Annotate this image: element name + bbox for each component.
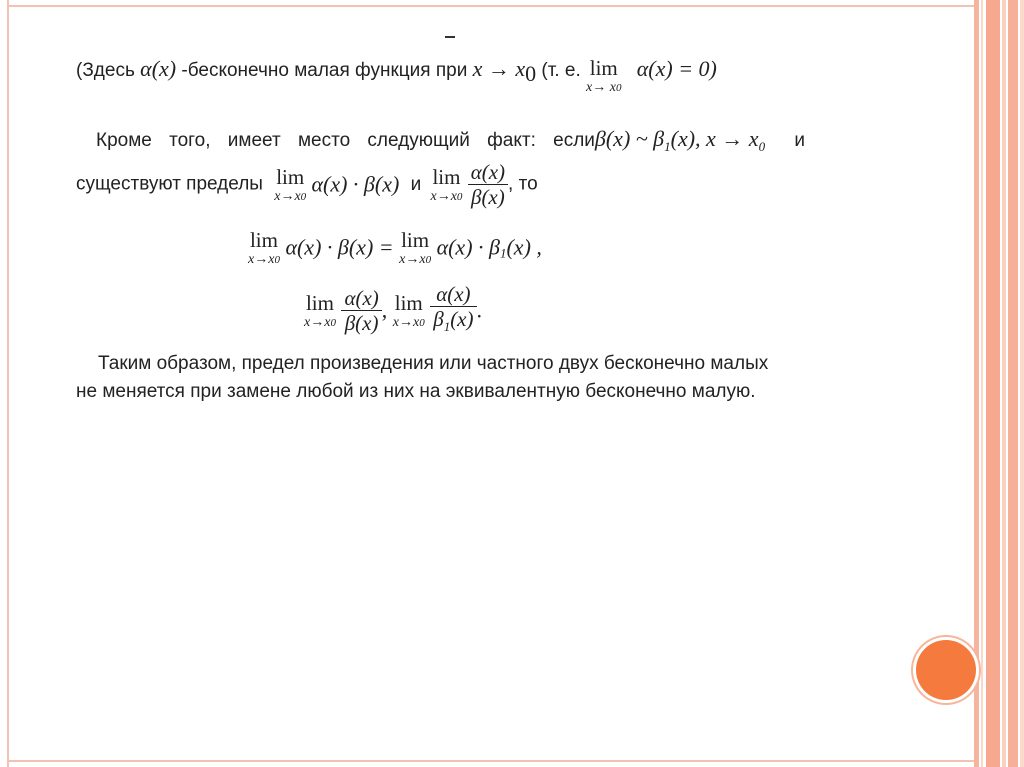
limit-operator: lim x→x0 bbox=[399, 228, 432, 267]
limit-operator: lim x→x0 bbox=[248, 228, 280, 267]
frame-bottom-border bbox=[7, 760, 979, 762]
line1-ie: (т. е. bbox=[536, 60, 587, 81]
x-sub: 0 bbox=[525, 61, 537, 86]
decorative-stripes bbox=[974, 0, 1024, 767]
paragraph3-then: , то bbox=[508, 173, 538, 195]
limit-operator: lim x→x0 bbox=[304, 291, 336, 330]
line1-prefix: (Здесь bbox=[76, 60, 141, 81]
stripe bbox=[981, 0, 983, 767]
product-expression: α(x) · β(x) bbox=[311, 171, 400, 197]
stripe bbox=[1008, 0, 1018, 767]
product-limit-equation: lim x→x0 α(x) · β(x) = lim x→x0 $\alpha(x) \cdot \beta_1(x)$ , bbox=[248, 228, 542, 267]
limit-operator: lim x→x0 bbox=[274, 165, 307, 204]
stripe bbox=[1002, 0, 1006, 767]
line1-middle: -бесконечно малая функция при bbox=[176, 60, 473, 81]
ratio-fraction: $\frac{\alpha(x)}{\beta(x)}$ bbox=[468, 160, 508, 209]
limit-operator: lim x→x0 bbox=[392, 291, 425, 330]
ratio-fraction: $\frac{\alpha(x)}{\beta(x)}$ bbox=[341, 286, 381, 335]
alpha-function: α(x) bbox=[140, 56, 177, 81]
definition-line bbox=[76, 56, 717, 95]
frame-left-border bbox=[7, 0, 9, 767]
paragraph-fact: Кроме того, имеет место следующий факт: еслиβ(x) ~ $\beta_1(x)$, $x \to x_0$ и bbox=[96, 126, 805, 154]
x-tends: x → x bbox=[472, 56, 526, 81]
paragraph2-and: и bbox=[794, 130, 805, 151]
conclusion-line-1: Таким образом, предел произведения или частного двух бесконечно малых bbox=[98, 353, 769, 374]
ratio-limit-equation: lim x→x0 $\frac{\alpha(x)}{\beta(x)}$ , lim x→x0 $\frac{\alpha(x)}{\beta_1(x)}$ . bbox=[304, 282, 482, 339]
limit-operator: lim x→x0 bbox=[430, 165, 463, 204]
equivalent-ratio-fraction: $\frac{\alpha(x)}{\beta_1(x)}$ bbox=[430, 282, 476, 339]
paragraph2-text: Кроме того, имеет место следующий факт: если bbox=[96, 130, 595, 151]
paragraph-limits-exist bbox=[76, 160, 538, 209]
limit-operator: lim x→ x0 bbox=[586, 56, 622, 95]
line1-tail: α(x) = 0) bbox=[636, 56, 717, 81]
paragraph3-and: и bbox=[410, 173, 422, 195]
conclusion-paragraph bbox=[76, 350, 836, 406]
equivalence-condition: β(x) ~ β bbox=[594, 126, 665, 151]
decorative-dash bbox=[445, 36, 455, 38]
frame-top-border bbox=[7, 5, 979, 7]
decorative-circle bbox=[916, 640, 976, 700]
stripe bbox=[986, 0, 1000, 767]
stripe bbox=[1020, 0, 1024, 767]
stripe bbox=[974, 0, 979, 767]
conclusion-line-2: не меняется при замене любой из них на эквивалентную бесконечно малую. bbox=[76, 381, 756, 402]
paragraph3-text: существуют пределы bbox=[76, 173, 263, 195]
